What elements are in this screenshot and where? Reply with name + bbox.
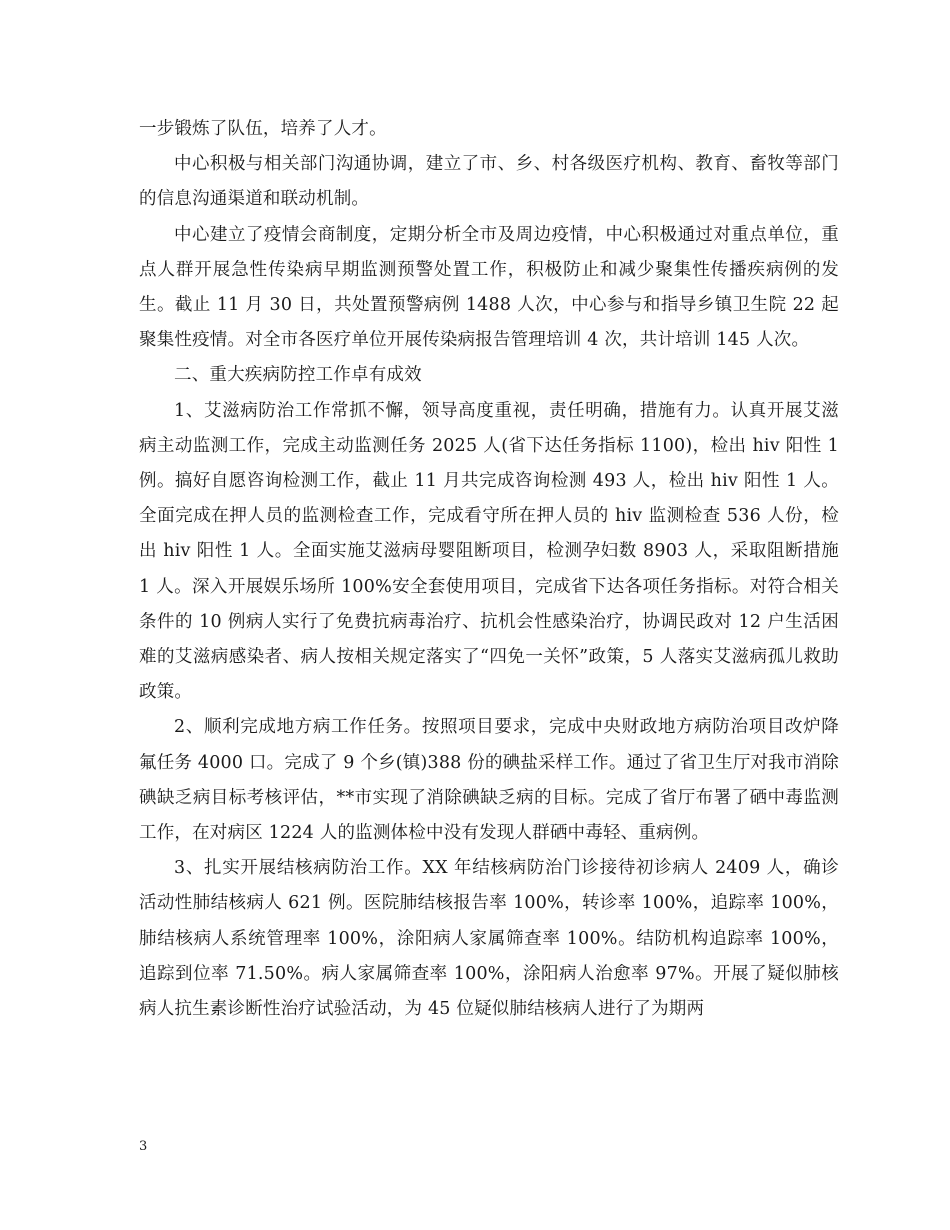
paragraph-tuberculosis: 3、扎实开展结核病防治工作。XX 年结核病防治门诊接待初诊病人 2409 人，确诊活动性肺结核病人 621 例。医院肺结核报告率 100%，转诊率 100%，追踪率 100%，肺结核病人系统管理率 100%，涂阳病人家属筛查率 100%。结防机构追踪率 100%，追踪到位率 71.50%。病人家属筛查率 100%，涂阳病人治愈率 97%。开展了疑似肺核病人抗生素诊断性治疗试验活动，为 45 位疑似肺结核病人进行了为期两 bbox=[139, 858, 839, 1020]
page-number: 3 bbox=[139, 1139, 148, 1154]
paragraph-aids-prevention: 1、艾滋病防治工作常抓不懈，领导高度重视，责任明确，措施有力。认真开展艾滋病主动监测工作，完成主动监测任务 2025 人(省下达任务指标 1100)，检出 hiv 阳性 1 例。搞好自愿咨询检测工作，截止 11 月共完成咨询检测 493 人，检出 hiv 阳性 1 人。全面完成在押人员的监测检查工作，完成看守所在押人员的 hiv 监测检查 536 人份，检出 hiv 阳性 1 人。全面实施艾滋病母婴阻断项目，检测孕妇数 8903 人，采取阻断措施 1 人。深入开展娱乐场所 100%安全套使用项目，完成省下达各项任务指标。对符合相关条件的 10 例病人实行了免费抗病毒治疗、抗机会性感染治疗，协调民政对 12 户生活困难的艾滋病感染者、病人按相关规定落实了“四免一关怀”政策，5 人落实艾滋病孤儿救助政策。 bbox=[139, 400, 839, 703]
section-heading-major-disease-control: 二、重大疾病防控工作卓有成效 bbox=[174, 365, 422, 386]
paragraph-coordination: 中心积极与相关部门沟通协调，建立了市、乡、村各级医疗机构、教育、畜牧等部门的信息沟通渠道和联动机制。 bbox=[139, 154, 839, 210]
paragraph-epidemic-consultation: 中心建立了疫情会商制度，定期分析全市及周边疫情，中心积极通过对重点单位，重点人群开展急性传染病早期监测预警处置工作，积极防止和减少聚集性传播疾病例的发生。截止 11 月 30 日，共处置预警病例 1488 人次，中心参与和指导乡镇卫生院 22 起聚集性疫情。对全市各医疗单位开展传染病报告管理培训 4 次，共计培训 145 人次。 bbox=[139, 224, 839, 351]
document-body bbox=[139, 112, 839, 1027]
paragraph-endemic-disease: 2、顺利完成地方病工作任务。按照项目要求，完成中央财政地方病防治项目改炉降氟任务 4000 口。完成了 9 个乡(镇)388 份的碘盐采样工作。通过了省卫生厅对我市消除碘缺乏病目标考核评估，**市实现了消除碘缺乏病的目标。完成了省厅布署了硒中毒监测工作，在对病区 1224 人的监测体检中没有发现人群硒中毒轻、重病例。 bbox=[139, 717, 839, 844]
paragraph-continuation: 一步锻炼了队伍，培养了人才。 bbox=[139, 119, 387, 139]
